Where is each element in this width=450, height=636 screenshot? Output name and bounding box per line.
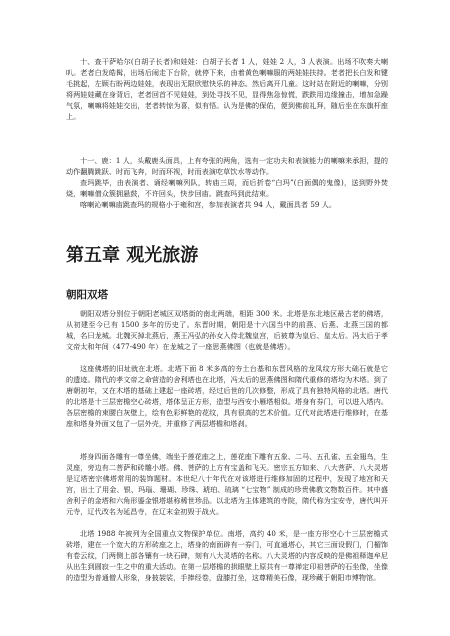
paragraph-north-pagoda-history: 这座佛塔的旧址就在北塔。北塔下面 8 米多高的夯土台基和东晋风格的龙凤纹方形大础石就是它的遗迹。隋代的孝文帝之命营造的舍利塔也在北塔，冯太后的思燕佛图和隋代重修的塔均为木塔。到了唐朝初年，又在木塔的基础上建起一座砖塔，经过后世的几次修整，形成了具有独特风格的北塔。唐代的北塔是十三层密檐空心砖塔，塔体呈正方形，造型与西安小雁塔相似。塔身有券门，可以进入塔内。各层密檐的束腰白灰壁上，绘有色彩鲜艳的花纹，具有很高的艺术价值。辽代对此塔进行维修时，在基座和塔身外面又包了一层外壳，并重修了两层塔檐和塔刹。 (66, 364, 388, 428)
paragraph-deer-dance: 十一、鹿：1 人，头戴鹿头面具，上有夸张的两角，选有一定功夫和表演能力的喇嘛来承担，提的动作翻腾跳跃、时而飞奔，时而环视，时而表演吃草饮水等动作。 (66, 156, 388, 176)
paragraph-north-pagoda-carvings: 塔身四面各雕有一尊坐佛，端坐于莲花座之上，莲花座下雕有五象、二马、五孔雀、五金翅鸟，生灵座，旁边有二菩萨和砖雕小塔。佛、菩萨的上方有宝盖和飞天。密宗五方如来、八大菩萨、八大灵塔是辽塔密宗佛塔常用的装饰题材。本世纪八十年代在对该塔进行维修加固的过程中，发现了地宫和天宫，出土了用金、银、玛瑙、珊瑚、珍珠、琥珀、琉璃 “七宝物” 制成的珍贵佛教文物数百件。其中盛舍利子的金塔和六角形鎏金银塔堪称稀世珍品。以北塔为主体建筑的寺院，隋代称为宝安寺，唐代叫开元寺，辽代改名为延昌寺，在辽末金初毁于战火。 (66, 452, 388, 516)
paragraph-kharchin-summary: 喀喇沁喇嘛庙跳查玛的规格小于雍和宫，参加表演者共 94 人，戴面具者 59 人。 (80, 200, 337, 209)
paragraph-twin-pagodas-intro: 朝阳双塔分别位于朝阳老城区双塔街的南北两端，相距 300 米。北塔是东北地区最古老的佛塔，从初建至今已有 1500 多年的历史了。东晋时期，朝阳是十六国当中的前燕、后燕、北燕三国的都城，名曰龙城。北魏灭掉北燕后，燕王冯弘的孙女入侍北魏皇宫，后被尊为皇后、皇太后。冯太后于孝文帝太和年间（477-490 年）在龙城之了一座思燕佛图（也就是佛塔）。 (66, 309, 388, 351)
paragraph-white-bearded-elder: 十、查干萨哈尔(白胡子长者)和娃娃：白胡子长者 1 人，娃娃 2 人，3 人表演。出场不吹奏大喇叭。老者白发皓髯，出场后闹走下台阶，就停下来，由着黄色喇嘛服的两娃娃扶持。老者把长白发和键毛挑起，左顾右盼两边娃娃，表现出无限欣慰快乐的神态。然后离开几童。这时站在附近的喇嘛，分别将两娃娃藏在身背后，老者回首不见娃娃，到处寻找不见，显得焦急惊慌，跌跌用边缘撞击，增加急躁气氛，喇嘛将娃娃交出，老者转惊为喜，似有悟。认为是佛的保佑，便到佛前礼拜，随后坐在东旗杆座上。 (66, 57, 388, 121)
chapter-title: 第五章 观光旅游 (66, 245, 199, 266)
paragraph-south-pagoda: 北塔 1988 年被列为全国重点文物保护单位。南塔，高约 40 米，是一座方形空心十三层密檐式砖塔，建在一个宽大的方形砖座之上，塔身的南面辟有一券门，可直通塔心，其它三面设假门，门楣饰有卷云纹，门两侧上部各镶有一块石碑，刻有八大灵塔的名称。八大灵塔的内容反映的是佛祖释迦牟尼从出生到圆寂一生之中的重大活动。在第一层塔檐的拱眼壁上原共有一尊禅定印祖菩萨的石坐像，坐像的造型为普通僧人形象，身披袈裟，手捧经卷，盘膝打坐，这尊精美石像，现珍藏于朝阳市博物馆。 (66, 529, 388, 582)
paragraph-cham-ending: 查玛跳毕，由表演者、诵经喇嘛列队，转庙三周，而后折卷“白玛”(白面偶的鬼像)，送到野外焚烧，喇嘛僧众簇拥悬鼓，不许回头，快步回庙。跳查玛到此结束。 (66, 178, 388, 198)
section-title: 朝阳双塔 (66, 289, 108, 301)
